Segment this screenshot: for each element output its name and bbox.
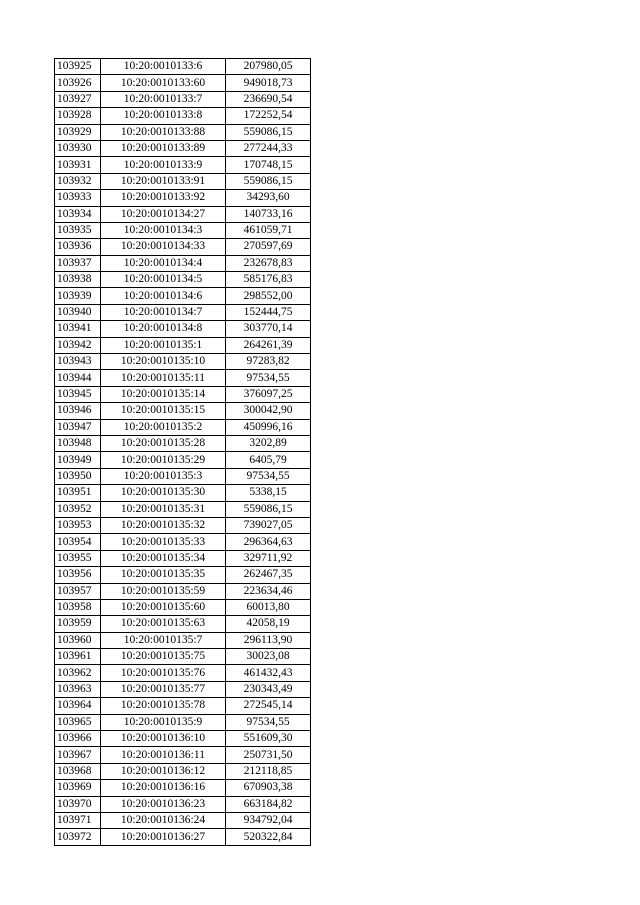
cadastral-number-cell: 10:20:0010133:7	[101, 91, 226, 107]
row-number-cell: 103948	[55, 435, 101, 451]
value-cell: 461432,43	[226, 665, 311, 681]
table-row	[55, 91, 311, 107]
cadastral-number-cell: 10:20:0010135:78	[101, 698, 226, 714]
cadastral-number-cell: 10:20:0010135:15	[101, 403, 226, 419]
row-number-cell: 103929	[55, 124, 101, 140]
row-number-cell: 103944	[55, 370, 101, 386]
table-row	[55, 435, 311, 451]
value-cell: 559086,15	[226, 501, 311, 517]
cadastral-number-cell: 10:20:0010135:60	[101, 599, 226, 615]
cadastral-number-cell: 10:20:0010134:5	[101, 272, 226, 288]
table-row	[55, 812, 311, 828]
cadastral-number-cell: 10:20:0010135:63	[101, 616, 226, 632]
cadastral-number-cell: 10:20:0010135:10	[101, 354, 226, 370]
cadastral-number-cell: 10:20:0010134:27	[101, 206, 226, 222]
row-number-cell: 103935	[55, 222, 101, 238]
cadastral-number-cell: 10:20:0010135:7	[101, 632, 226, 648]
value-cell: 97283,82	[226, 354, 311, 370]
table-row	[55, 452, 311, 468]
cadastral-number-cell: 10:20:0010135:3	[101, 468, 226, 484]
table-row	[55, 616, 311, 632]
cadastral-number-cell: 10:20:0010133:88	[101, 124, 226, 140]
row-number-cell: 103965	[55, 714, 101, 730]
value-cell: 170748,15	[226, 157, 311, 173]
table-row	[55, 698, 311, 714]
cadastral-number-cell: 10:20:0010135:29	[101, 452, 226, 468]
cadastral-number-cell: 10:20:0010136:24	[101, 812, 226, 828]
cadastral-number-cell: 10:20:0010136:12	[101, 763, 226, 779]
value-cell: 30023,08	[226, 649, 311, 665]
cadastral-number-cell: 10:20:0010133:6	[101, 59, 226, 75]
table-row	[55, 239, 311, 255]
row-number-cell: 103954	[55, 534, 101, 550]
data-table-body	[55, 59, 311, 846]
cadastral-number-cell: 10:20:0010135:9	[101, 714, 226, 730]
cadastral-number-cell: 10:20:0010133:60	[101, 75, 226, 91]
table-row	[55, 75, 311, 91]
cadastral-number-cell: 10:20:0010135:77	[101, 681, 226, 697]
table-row	[55, 255, 311, 271]
cadastral-number-cell: 10:20:0010136:27	[101, 829, 226, 845]
cadastral-number-cell: 10:20:0010133:91	[101, 173, 226, 189]
row-number-cell: 103969	[55, 780, 101, 796]
cadastral-number-cell: 10:20:0010133:89	[101, 140, 226, 156]
table-row	[55, 731, 311, 747]
cadastral-number-cell: 10:20:0010136:16	[101, 780, 226, 796]
table-row	[55, 829, 311, 845]
value-cell: 277244,33	[226, 140, 311, 156]
table-row	[55, 747, 311, 763]
row-number-cell: 103966	[55, 731, 101, 747]
row-number-cell: 103960	[55, 632, 101, 648]
table-row	[55, 534, 311, 550]
cadastral-number-cell: 10:20:0010134:4	[101, 255, 226, 271]
row-number-cell: 103925	[55, 59, 101, 75]
row-number-cell: 103934	[55, 206, 101, 222]
cadastral-number-cell: 10:20:0010135:31	[101, 501, 226, 517]
value-cell: 97534,55	[226, 370, 311, 386]
row-number-cell: 103951	[55, 485, 101, 501]
value-cell: 152444,75	[226, 304, 311, 320]
value-cell: 450996,16	[226, 419, 311, 435]
table-row	[55, 108, 311, 124]
table-row	[55, 222, 311, 238]
value-cell: 97534,55	[226, 468, 311, 484]
table-row	[55, 386, 311, 402]
table-row	[55, 206, 311, 222]
value-cell: 670903,38	[226, 780, 311, 796]
cadastral-number-cell: 10:20:0010136:23	[101, 796, 226, 812]
table-row	[55, 567, 311, 583]
value-cell: 34293,60	[226, 190, 311, 206]
table-row	[55, 501, 311, 517]
value-cell: 264261,39	[226, 337, 311, 353]
value-cell: 140733,16	[226, 206, 311, 222]
table-row	[55, 354, 311, 370]
row-number-cell: 103959	[55, 616, 101, 632]
value-cell: 230343,49	[226, 681, 311, 697]
row-number-cell: 103932	[55, 173, 101, 189]
table-row	[55, 780, 311, 796]
cadastral-number-cell: 10:20:0010134:7	[101, 304, 226, 320]
table-row	[55, 190, 311, 206]
row-number-cell: 103939	[55, 288, 101, 304]
value-cell: 6405,79	[226, 452, 311, 468]
row-number-cell: 103940	[55, 304, 101, 320]
table-row	[55, 403, 311, 419]
table-row	[55, 370, 311, 386]
cadastral-number-cell: 10:20:0010136:11	[101, 747, 226, 763]
row-number-cell: 103942	[55, 337, 101, 353]
value-cell: 250731,50	[226, 747, 311, 763]
value-cell: 298552,00	[226, 288, 311, 304]
row-number-cell: 103963	[55, 681, 101, 697]
value-cell: 461059,71	[226, 222, 311, 238]
cadastral-number-cell: 10:20:0010136:10	[101, 731, 226, 747]
table-row	[55, 796, 311, 812]
cadastral-number-cell: 10:20:0010135:14	[101, 386, 226, 402]
cadastral-number-cell: 10:20:0010135:32	[101, 517, 226, 533]
row-number-cell: 103970	[55, 796, 101, 812]
table-row	[55, 632, 311, 648]
value-cell: 42058,19	[226, 616, 311, 632]
value-cell: 376097,25	[226, 386, 311, 402]
cadastral-number-cell: 10:20:0010135:2	[101, 419, 226, 435]
cadastral-number-cell: 10:20:0010135:75	[101, 649, 226, 665]
table-row	[55, 157, 311, 173]
value-cell: 3202,89	[226, 435, 311, 451]
value-cell: 934792,04	[226, 812, 311, 828]
table-row	[55, 468, 311, 484]
cadastral-number-cell: 10:20:0010135:1	[101, 337, 226, 353]
value-cell: 551609,30	[226, 731, 311, 747]
row-number-cell: 103962	[55, 665, 101, 681]
table-row	[55, 124, 311, 140]
cadastral-number-cell: 10:20:0010134:8	[101, 321, 226, 337]
value-cell: 262467,35	[226, 567, 311, 583]
cadastral-number-cell: 10:20:0010135:76	[101, 665, 226, 681]
table-row	[55, 59, 311, 75]
table-row	[55, 681, 311, 697]
value-cell: 303770,14	[226, 321, 311, 337]
value-cell: 207980,05	[226, 59, 311, 75]
table-row	[55, 173, 311, 189]
row-number-cell: 103958	[55, 599, 101, 615]
value-cell: 739027,05	[226, 517, 311, 533]
value-cell: 329711,92	[226, 550, 311, 566]
value-cell: 949018,73	[226, 75, 311, 91]
row-number-cell: 103971	[55, 812, 101, 828]
row-number-cell: 103927	[55, 91, 101, 107]
table-row	[55, 272, 311, 288]
row-number-cell: 103964	[55, 698, 101, 714]
cadastral-number-cell: 10:20:0010133:92	[101, 190, 226, 206]
table-row	[55, 517, 311, 533]
table-row	[55, 321, 311, 337]
value-cell: 272545,14	[226, 698, 311, 714]
row-number-cell: 103967	[55, 747, 101, 763]
value-cell: 5338,15	[226, 485, 311, 501]
row-number-cell: 103930	[55, 140, 101, 156]
row-number-cell: 103961	[55, 649, 101, 665]
table-row	[55, 649, 311, 665]
row-number-cell: 103928	[55, 108, 101, 124]
value-cell: 60013,80	[226, 599, 311, 615]
row-number-cell: 103947	[55, 419, 101, 435]
cadastral-number-cell: 10:20:0010135:35	[101, 567, 226, 583]
table-row	[55, 288, 311, 304]
cadastral-number-cell: 10:20:0010135:28	[101, 435, 226, 451]
value-cell: 520322,84	[226, 829, 311, 845]
value-cell: 270597,69	[226, 239, 311, 255]
row-number-cell: 103946	[55, 403, 101, 419]
table-row	[55, 140, 311, 156]
value-cell: 296113,90	[226, 632, 311, 648]
table-row	[55, 714, 311, 730]
table-row	[55, 485, 311, 501]
row-number-cell: 103941	[55, 321, 101, 337]
value-cell: 296364,63	[226, 534, 311, 550]
table-row	[55, 665, 311, 681]
row-number-cell: 103937	[55, 255, 101, 271]
cadastral-number-cell: 10:20:0010135:34	[101, 550, 226, 566]
value-cell: 559086,15	[226, 124, 311, 140]
cadastral-number-cell: 10:20:0010134:6	[101, 288, 226, 304]
row-number-cell: 103931	[55, 157, 101, 173]
value-cell: 97534,55	[226, 714, 311, 730]
row-number-cell: 103945	[55, 386, 101, 402]
table-row	[55, 419, 311, 435]
cadastral-number-cell: 10:20:0010135:33	[101, 534, 226, 550]
row-number-cell: 103926	[55, 75, 101, 91]
value-cell: 232678,83	[226, 255, 311, 271]
table-row	[55, 583, 311, 599]
row-number-cell: 103938	[55, 272, 101, 288]
value-cell: 585176,83	[226, 272, 311, 288]
data-table	[54, 58, 311, 846]
row-number-cell: 103968	[55, 763, 101, 779]
value-cell: 559086,15	[226, 173, 311, 189]
cadastral-number-cell: 10:20:0010134:33	[101, 239, 226, 255]
row-number-cell: 103943	[55, 354, 101, 370]
table-row	[55, 599, 311, 615]
cadastral-number-cell: 10:20:0010134:3	[101, 222, 226, 238]
row-number-cell: 103955	[55, 550, 101, 566]
cadastral-number-cell: 10:20:0010133:9	[101, 157, 226, 173]
cadastral-number-cell: 10:20:0010135:30	[101, 485, 226, 501]
value-cell: 223634,46	[226, 583, 311, 599]
value-cell: 212118,85	[226, 763, 311, 779]
value-cell: 172252,54	[226, 108, 311, 124]
row-number-cell: 103957	[55, 583, 101, 599]
value-cell: 236690,54	[226, 91, 311, 107]
table-row	[55, 550, 311, 566]
table-row	[55, 337, 311, 353]
cadastral-number-cell: 10:20:0010135:59	[101, 583, 226, 599]
row-number-cell: 103933	[55, 190, 101, 206]
row-number-cell: 103936	[55, 239, 101, 255]
cadastral-number-cell: 10:20:0010133:8	[101, 108, 226, 124]
value-cell: 663184,82	[226, 796, 311, 812]
cadastral-number-cell: 10:20:0010135:11	[101, 370, 226, 386]
table-row	[55, 763, 311, 779]
row-number-cell: 103953	[55, 517, 101, 533]
row-number-cell: 103956	[55, 567, 101, 583]
table-row	[55, 304, 311, 320]
row-number-cell: 103949	[55, 452, 101, 468]
row-number-cell: 103972	[55, 829, 101, 845]
value-cell: 300042,90	[226, 403, 311, 419]
row-number-cell: 103952	[55, 501, 101, 517]
row-number-cell: 103950	[55, 468, 101, 484]
